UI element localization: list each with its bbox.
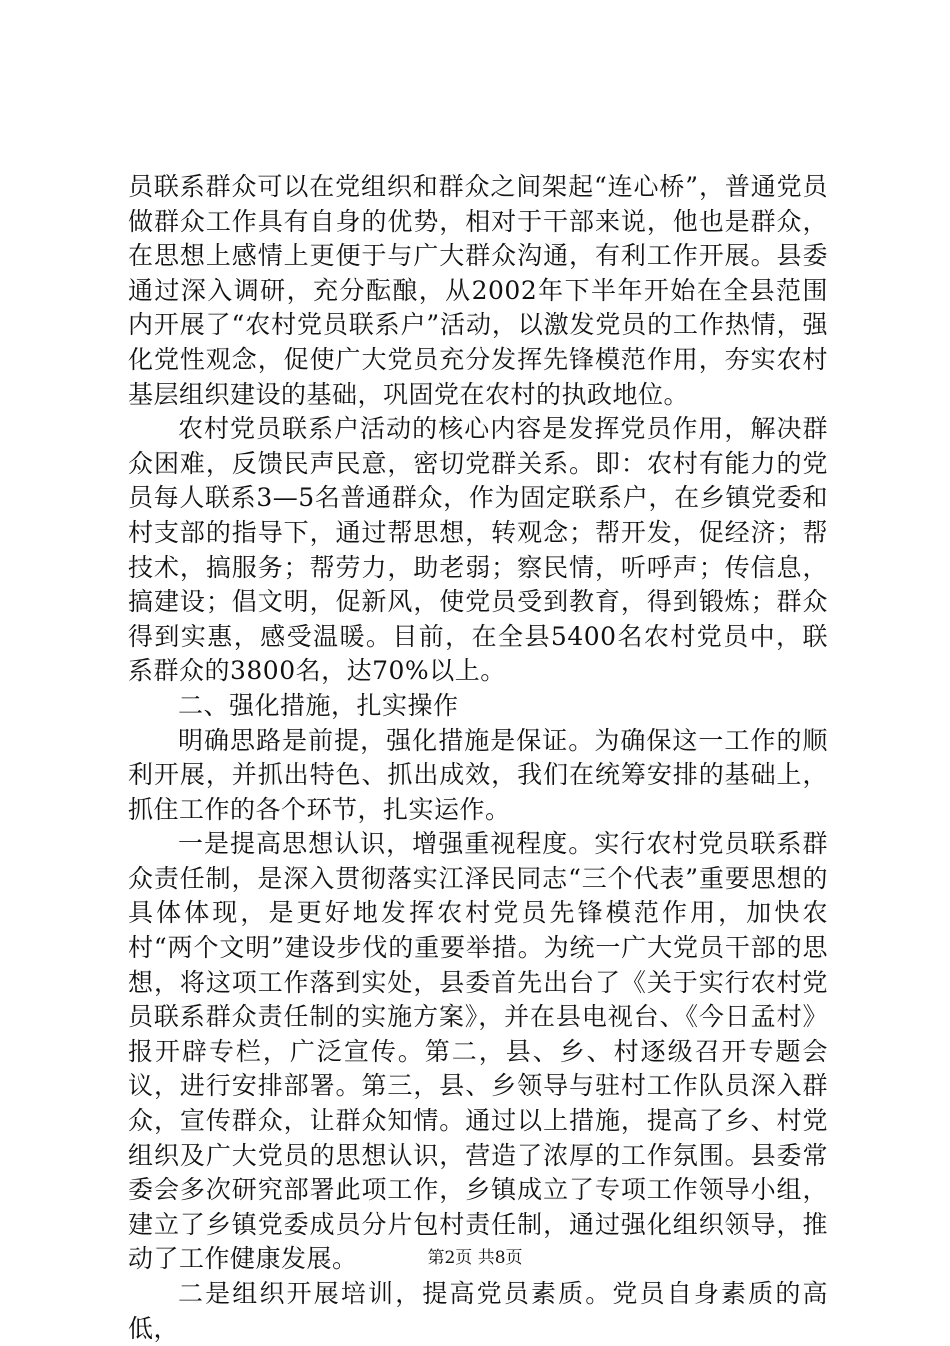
page-footer: 第2页 共8页 <box>427 1248 523 1268</box>
paragraph-4: 一是提高思想认识，增强重视程度。实行农村党员联系群众责任制，是深入贯彻落实江泽民同志“三个代表”重要思想的具体体现，是更好地发挥农村党员先锋模范作用，加快农村“两个文明”建设步伐的重要举措。为统一广大党员干部的思想，将这项工作落到实处，县委首先出台了《关于实行农村党员联系群众责任制的实施方案》，并在县电视台、《今日孟村》报开辟专栏，广泛宣传。第二，县、乡、村逐级召开专题会议，进行安排部署。第三，县、乡领导与驻村工作队员深入群众，宣传群众，让群众知情。通过以上措施，提高了乡、村党组织及广大党员的思想认识，营造了浓厚的工作氛围。县委常委会多次研究部署此项工作，乡镇成立了专项工作领导小组，建立了乡镇党委成员分片包村责任制，通过强化组织领导，推动了工作健康发展。 <box>128 829 828 1274</box>
paragraph-1: 员联系群众可以在党组织和群众之间架起“连心桥”，普通党员做群众工作具有自身的优势，相对于干部来说，他也是群众，在思想上感情上更便于与广大群众沟通，有利工作开展。县委通过深入调研，充分酝酿，从2002年下半年开始在全县范围内开展了“农村党员联系户”活动，以激发党员的工作热情，强化党性观念，促使广大党员充分发挥先锋模范作用，夯实农村基层组织建设的基础，巩固党在农村的执政地位。 <box>128 172 828 409</box>
paragraph-3: 明确思路是前提，强化措施是保证。为确保这一工作的顺利开展，并抓出特色、抓出成效，我们在统筹安排的基础上，抓住工作的各个环节，扎实运作。 <box>128 725 828 824</box>
section-heading: 二、强化措施，扎实操作 <box>178 690 459 720</box>
paragraph-5: 二是组织开展培训，提高党员素质。党员自身素质的高低， <box>128 1279 828 1343</box>
body-text <box>128 170 828 1346</box>
paragraph-2: 农村党员联系户活动的核心内容是发挥党员作用，解决群众困难，反馈民声民意，密切党群关系。即：农村有能力的党员每人联系3—5名普通群众，作为固定联系户，在乡镇党委和村支部的指导下，通过帮思想，转观念；帮开发，促经济；帮技术，搞服务；帮劳力，助老弱；察民情，听呼声；传信息，搞建设；倡文明，促新风，使党员受到教育，得到锻炼；群众得到实惠，感受温暖。目前，在全县5400名农村党员中，联系群众的3800名，达70%以上。 <box>128 414 828 686</box>
